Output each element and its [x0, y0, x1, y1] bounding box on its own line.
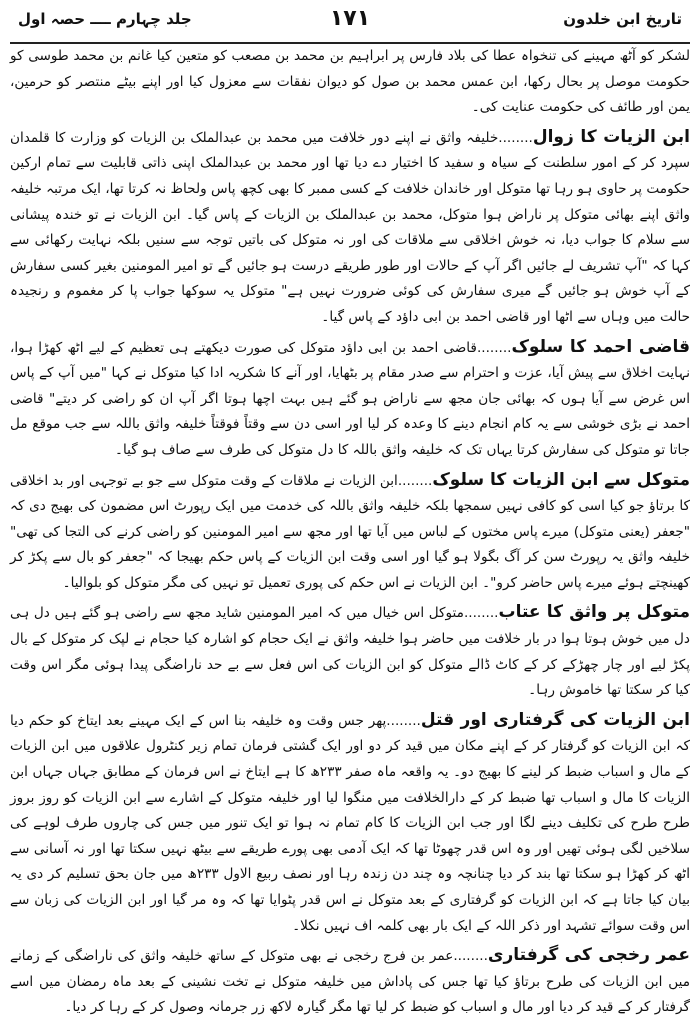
section-text: ابن الزیات نے ملاقات کے وقت متوکل سے جو بے توجہی اور بد اخلاقی کا برتاؤ جو کیا اسی کو کافی نہیں سمجھا بلکہ خلیفہ واثق باللہ کی خدمت میں ایک رپورٹ اس مضمون کی بھیج دی کہ "جعفر (یعنی متوکل) میرے پاس مختوں کے لباس میں آیا تھا اور مجھ سے امیر المومنین کو راضی کرنے کی التجا کی تھی" خلیفہ واثق یہ رپورٹ سن کر آگ بگولا ہو گیا اور اسی وقت ابن الزیات کے پاس حکم بھیجا کہ "جعفر کو بال سے پکڑ کر کھینچتے ہوئے میرے پاس حاضر کرو"۔ ابن الزیات نے اس حکم کی پوری تعمیل تو نہیں کی مگر متوکل کو بلوالیا۔ — [10, 472, 690, 591]
section-heading: ابن الزیات کا زوال — [532, 126, 690, 147]
section-umar-arrest — [10, 943, 690, 1021]
section-heading: عمر رخجی کی گرفتاری — [487, 945, 691, 966]
section-text: قاضی احمد بن ابی داؤد متوکل کی صورت دیکھتے ہی تعظیم کے لیے اٹھ کھڑا ہوا، نہایت اخلاق سے پیش آیا، عزت و احترام سے صدر مقام پر بٹھایا، اور آنے کا شکریہ ادا کیا متوکل نے کہا "میں آپ کے پاس اس غرض سے آیا ہوں کہ بھائی جان مجھ سے ناراض ہو گئے ہیں بہت اچھا ہوتا اگر آپ ان کو راضی کر دیتے" قاضی احمد نے بڑی خوشی سے یہ کام انجام دینے کا وعدہ کر لیا اور اسی دن سے وقتاً فوقتاً خلیفہ واثق باللہ سے جب موقع مل جاتا تو متوکل کی سفارش کرتا یہاں تک کہ خلیفہ واثق باللہ کا دل متوکل کی طرف سے صاف ہو گیا۔ — [10, 339, 690, 458]
section-qazi-ahmad — [10, 335, 690, 464]
separator: ........ — [463, 605, 499, 622]
section-heading: قاضی احمد کا سلوک — [511, 336, 690, 357]
volume-label: جلد چہارم ــــ حصہ اول — [18, 10, 192, 28]
section-heading: ابن الزیات کی گرفتاری اور قتل — [420, 709, 690, 730]
page-number: ۱۷۱ — [329, 6, 371, 31]
section-ibn-zayyat-decline — [10, 125, 690, 331]
book-title: تاریخ ابن خلدون — [563, 10, 682, 28]
section-heading: متوکل پر واثق کا عتاب — [498, 602, 690, 623]
article-body — [10, 44, 690, 1021]
separator: ........ — [397, 472, 433, 489]
section-heading: متوکل سے ابن الزیات کا سلوک — [432, 469, 690, 490]
separator: ........ — [476, 339, 512, 356]
separator: ........ — [453, 948, 488, 965]
intro-paragraph: لشکر کو آٹھ مہینے کی تنخواہ عطا کی بلاد فارس پر ابراہیم بن محمد بن مصعب کو متعین کیا غانم بن محمد طوسی کو حکومت موصل پر بحال رکھا، ابن عمس محمد بن صول کو دیوان نفقات سے معزول کیا اور اپنے بیٹے منتصر کو حرمین، یمن اور طائف کی حکومت عنایت کی۔ — [10, 48, 690, 116]
page-header — [10, 0, 690, 44]
section-text: پھر جس وقت وہ خلیفہ بنا اس کے ایک مہینے بعد ایتاخ کو حکم دیا کہ ابن الزیات کو گرفتار کر کے اپنے مکان میں قید کر دو اور ایک گشتی فرمان تمام زیر کنٹرول علاقوں میں ابن الزیات کے مال و اسباب ضبط کر لینے کا بھیج دو۔ یہ واقعہ ماہ صفر ۲۳۳ھ کا ہے ایتاخ نے اس فرمان کے مطابق جہاں جہاں ابن الزیات کا مال و اسباب تھا ضبط کر کے دارالخلافت میں منگوا لیا اور خلیفہ متوکل کے اشارے سے ابن الزیات کو روز بروز طرح طرح کی تکلیف دینے لگا اور جب ابن الزیات کا کام تمام نہ ہوا تو ایک تنور میں جس کی چاروں طرف لوہے کی سلاخیں لگی ہوئی تھیں اور وہ اس قدر چھوٹا تھا کہ ایک آدمی بھی پورے طریقے سے بیٹھ نہیں سکتا تھا اور نہ آسانی سے اٹھ کر کھڑا ہو سکتا تھا بند کر دیا چنانچہ وہ چند دن زندہ رہا اور نصف ربیع الاول ۲۳۳ھ میں جان بحق تسلیم کر دی یہ بیان کیا جاتا ہے کہ ابن الزیات کو گرفتاری کے بعد متوکل نے اس قدر پٹوایا تھا کہ وہ مر گیا اور ابن الزیات کی زبان سے اس وقت سوائے تشہد اور ذکر اللہ کے ایک بار بھی کلمہ اف نہیں نکلا۔ — [10, 712, 690, 934]
section-text: متوکل اس خیال میں کہ امیر المومنین شاید مجھ سے راضی ہو گئے ہیں دل ہی دل میں خوش ہوتا ہوا در بار خلافت میں حاضر ہوا خلیفہ واثق نے ایک حجام کو اشارہ کیا حجام نے لپک کر متوکل کے بال پکڑ لیے اور چار چھڑکے کر کے کاٹ ڈالے متوکل کو ابن الزیات کی اس فعل سے بے حد ناراضگی پیدا ہوئی مگر اس وقت کیا کر سکتا تھا خاموش رہا۔ — [10, 605, 690, 699]
section-text: عمر بن فرج رخجی نے بھی متوکل کے ساتھ خلیفہ واثق کی ناراضگی کے زمانے میں ابن الزیات کی طرح برتاؤ کیا تھا جس کی پاداش میں خلیفہ متوکل نے تخت نشینی کے بعد ماہ رمضان میں اسے گرفتار کر کے قید کر دیا اور مال و اسباب کو ضبط کر لیا تھا مگر گیارہ لاکھ زر جرمانہ وصول کر کے رہا کر دیا۔ — [10, 948, 690, 1016]
section-ibn-zayyat-conduct — [10, 468, 690, 597]
section-wathiq-wrath — [10, 600, 690, 703]
section-arrest-execution — [10, 708, 690, 939]
separator: ........ — [498, 129, 533, 146]
section-text: خلیفہ واثق نے اپنے دور خلافت میں محمد بن عبدالملک بن الزیات کو وزارت کا قلمدان سپرد کر کے امور سلطنت کے سیاہ و سفید کا اختیار دے دیا تھا اور محمد بن عبدالملک اپنی ذاتی قابلیت سے تمام ارکین حکومت پر حاوی ہو رہا تھا متوکل اور خاندان خلافت کے کسی ممبر کا بھی کچھ پاس ولحاظ نہ کرتا تھا، ایک مرتبہ خلیفہ واثق اپنے بھائی متوکل پر ناراض ہوا متوکل، محمد بن عبدالملک بن الزیات کے پاس گیا۔ ابن الزیات نے تو خندہ پیشانی سے سلام کا جواب دیا، نہ خوش اخلاقی سے ملاقات کی اور نہ متوکل کی باتیں توجہ سے سنیں بلکہ نہایت رکھائی سے کہا کہ "آپ تشریف لے جائیں اگر آپ کے حالات اور طور طریقے درست ہو جائیں گے تو امیر المومنین بغیر کسی سفارش کے آپ خوش ہو جائیں گے میری سفارش کی کوئی ضرورت نہیں ہے" متوکل یہ سوکھا جواب پا کر مغموم و رنجیدہ حالت میں وہاں سے اٹھا اور قاضی احمد بن ابی داؤد کے پاس گیا۔ — [10, 129, 690, 325]
separator: ........ — [386, 712, 421, 729]
